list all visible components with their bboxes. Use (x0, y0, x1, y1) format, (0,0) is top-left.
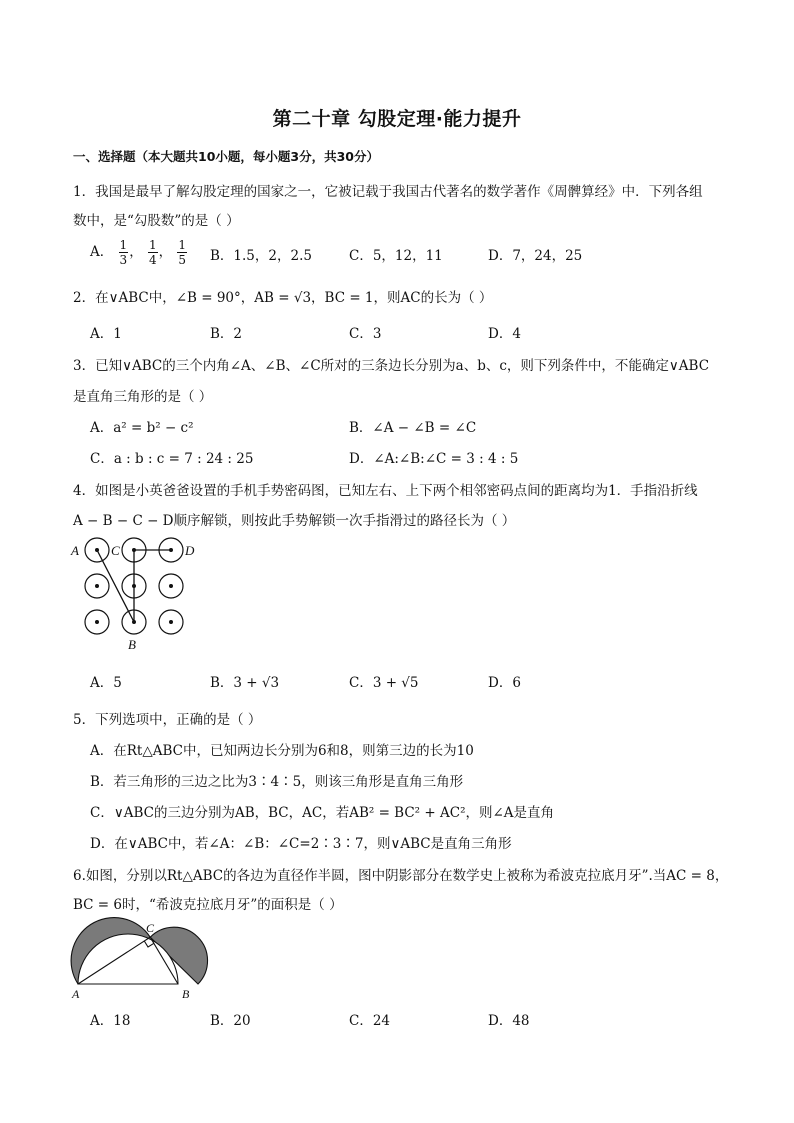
q6-line-2: BC = 6时，“希波克拉底月牙”的面积是（ ） (73, 897, 343, 913)
label-b: B (182, 987, 190, 1001)
numerator: 1 (178, 238, 187, 252)
q2-option-b[interactable]: B．2 (210, 326, 243, 342)
q6-option-c[interactable]: C．24 (349, 1013, 391, 1029)
lock-dot (95, 548, 99, 552)
q1-line-1: 1．我国是最早了解勾股定理的国家之一，它被记载于我国古代著名的数学著作《周髀算经》中．下列各组 (73, 184, 703, 200)
q2-option-d[interactable]: D．4 (488, 326, 521, 342)
page-title: 第二十章 勾股定理·能力提升 (272, 108, 522, 130)
label-c: C (111, 543, 120, 558)
label-a: A (72, 987, 80, 1001)
q3-option-d[interactable]: D．∠A:∠B:∠C = 3 : 4 : 5 (349, 451, 519, 467)
denominator: 4 (148, 253, 157, 267)
fraction-1-3 (119, 238, 129, 267)
q6-option-d[interactable]: D．48 (488, 1013, 530, 1029)
q3-option-b[interactable]: B．∠A − ∠B = ∠C (349, 420, 477, 436)
q1-option-b[interactable]: B．1.5，2，2.5 (210, 248, 312, 264)
q6-option-b[interactable]: B．20 (210, 1013, 251, 1029)
q5-option-d[interactable]: D．在∨ABC中，若∠A：∠B：∠C=2∶3∶7，则∨ABC是直角三角形 (90, 836, 512, 852)
label-a: A (71, 543, 79, 558)
numerator: 1 (148, 238, 157, 252)
q1-option-c[interactable]: C．5，12，11 (349, 248, 443, 264)
separator: ， (158, 244, 173, 260)
fraction-1-4 (148, 238, 158, 267)
q5-option-c[interactable]: C．∨ABC的三边分别为AB，BC，AC，若AB² = BC² + AC²，则∠A是直角 (90, 805, 555, 821)
q4-line-1: 4．如图是小英爸爸设置的手机手势密码图，已知左右、上下两个相邻密码点间的距离均为1．手指沿折线 (73, 483, 698, 499)
q2-option-a[interactable]: A．1 (90, 326, 122, 342)
section-header: 一、选择题（本大题共10小题，每小题3分，共30分） (73, 149, 379, 164)
lock-dot (169, 548, 173, 552)
label-b: B (128, 637, 136, 652)
lune-figure (66, 918, 216, 1004)
q3-line-2: 是直角三角形的是（ ） (73, 389, 213, 405)
lock-dot (169, 584, 173, 588)
lock-dot (95, 620, 99, 624)
separator: ， (129, 244, 143, 260)
q2-option-c[interactable]: C．3 (349, 326, 382, 342)
q5-option-a[interactable]: A．在Rt△ABC中，已知两边长分别为6和8，则第三边的长为10 (90, 743, 474, 759)
gesture-lock-figure (66, 535, 206, 655)
q4-line-2: A − B − C − D顺序解锁，则按此手势解锁一次手指滑过的路径长为（ ） (73, 513, 516, 529)
lock-dot (132, 548, 136, 552)
q5-option-b[interactable]: B．若三角形的三边之比为3∶4∶5，则该三角形是直角三角形 (90, 774, 464, 790)
q1-option-a-label: A． (90, 244, 114, 260)
q3-line-1: 3．已知∨ABC的三个内角∠A、∠B、∠C所对的三条边长分别为a、b、c，则下列条件中，不能确定∨ABC (73, 358, 710, 374)
lock-dot (132, 620, 136, 624)
q1-line-2: 数中，是“勾股数”的是（ ） (73, 213, 240, 229)
denominator: 5 (178, 253, 187, 267)
lock-dot (169, 620, 173, 624)
q5-line-1: 5．下列选项中，正确的是（ ） (73, 712, 262, 728)
q4-option-c[interactable]: C．3 + √5 (349, 675, 419, 691)
label-d: D (185, 543, 195, 558)
label-c: C (146, 921, 155, 935)
q3-option-c[interactable]: C．a : b : c = 7 : 24 : 25 (90, 451, 254, 467)
lock-dot (132, 584, 136, 588)
q4-option-a[interactable]: A．5 (90, 675, 122, 691)
denominator: 3 (119, 253, 128, 267)
q6-line-1: 6.如图，分别以Rt△ABC的各边为直径作半圆，图中阴影部分在数学史上被称为希波克拉底月牙”.当AC = 8， (73, 868, 729, 884)
q1-option-a[interactable] (90, 238, 188, 267)
lock-dot (95, 584, 99, 588)
q1-option-d[interactable]: D．7，24，25 (488, 248, 583, 264)
q3-option-a[interactable]: A．a² = b² − c² (90, 420, 194, 436)
q4-option-b[interactable]: B．3 + √3 (210, 675, 280, 691)
numerator: 1 (119, 238, 128, 252)
q4-option-d[interactable]: D．6 (488, 675, 521, 691)
q6-option-a[interactable]: A．18 (90, 1013, 131, 1029)
q2-line-1: 2．在∨ABC中，∠B = 90°，AB = √3，BC = 1，则AC的长为（ ） (73, 290, 493, 306)
fraction-1-5 (177, 238, 187, 267)
